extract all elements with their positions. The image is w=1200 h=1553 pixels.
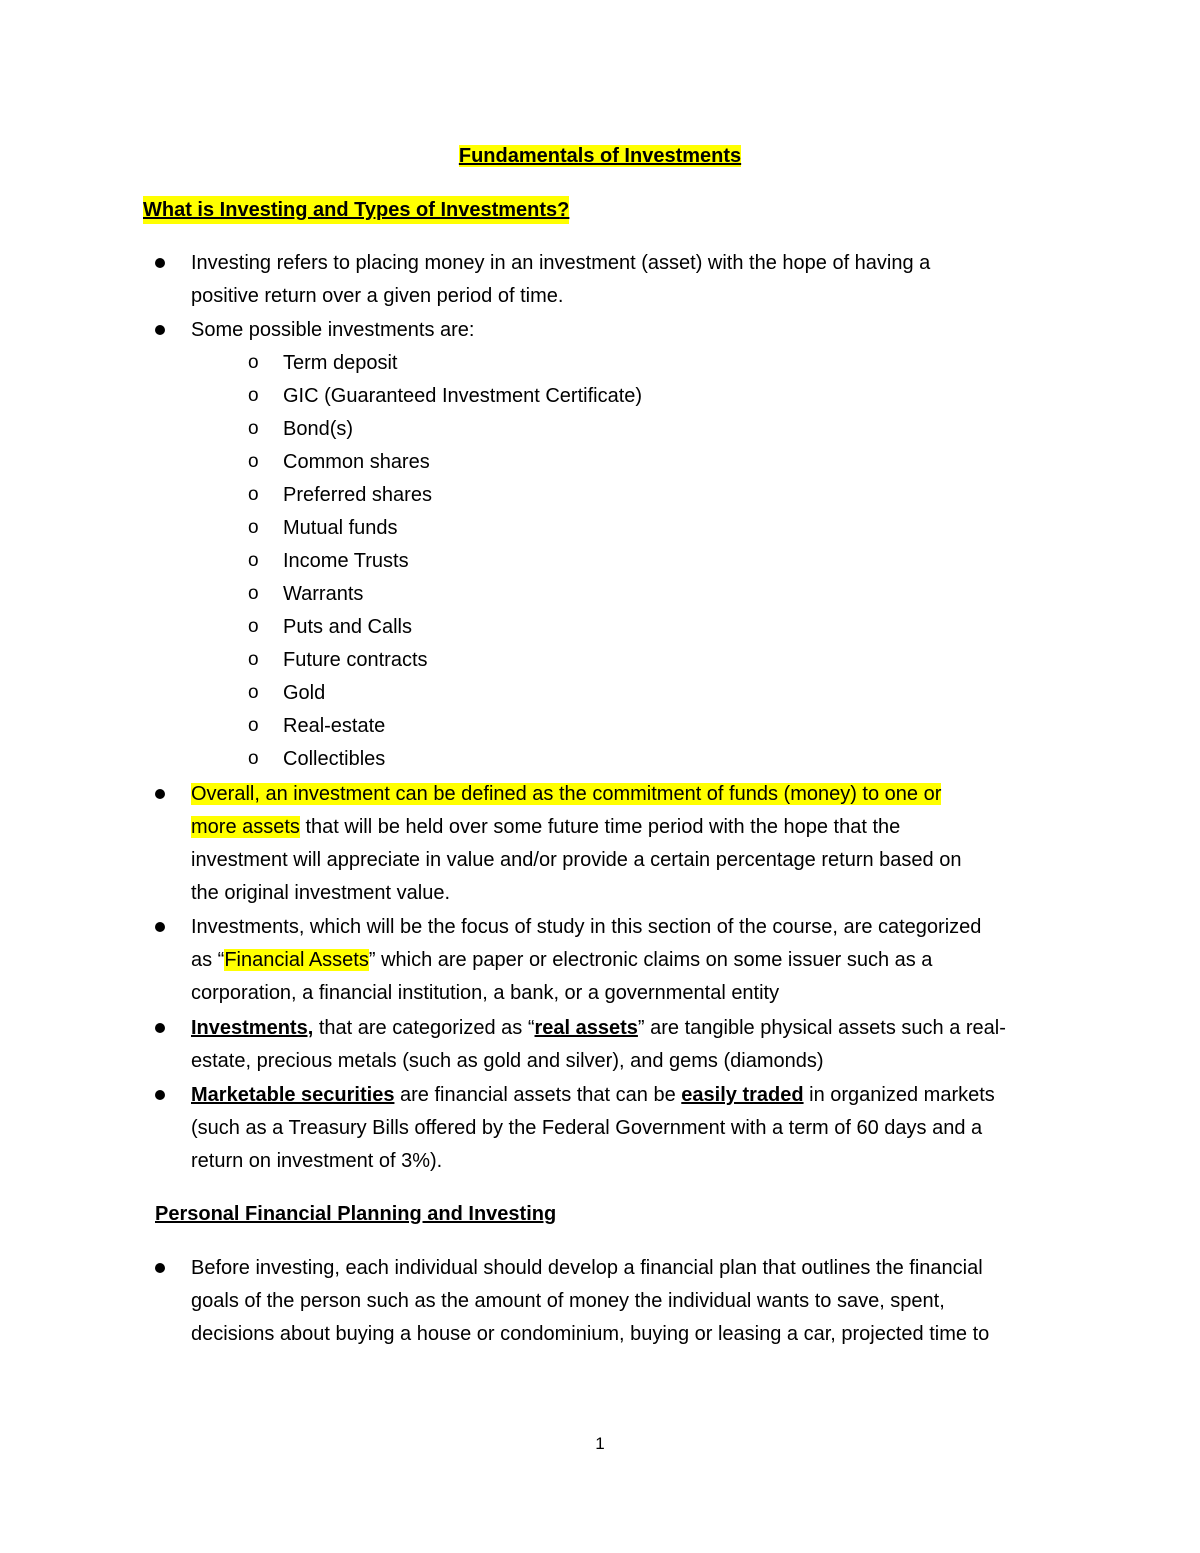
sub-bullet-marker: o xyxy=(248,616,259,637)
bullet-marker xyxy=(155,1023,165,1033)
list-item: Warrants xyxy=(283,583,364,605)
bullet-marker xyxy=(155,789,165,799)
bold-underlined-text: real assets xyxy=(534,1017,638,1039)
list-item: Income Trusts xyxy=(283,550,409,572)
paragraph-line: Before investing, each individual should develop a financial plan that outlines the financial xyxy=(191,1257,983,1279)
bold-underlined-text: Investments, xyxy=(191,1017,314,1039)
paragraph-line: Investments, which will be the focus of study in this section of the course, are categorized xyxy=(191,916,982,938)
text-span: that are categorized as “ xyxy=(313,1017,535,1039)
text-span: ” are tangible physical assets such a real- xyxy=(637,1017,1006,1039)
text-span: as “ xyxy=(191,949,225,971)
list-item: Term deposit xyxy=(283,352,398,374)
sub-bullet-marker: o xyxy=(248,583,259,604)
highlighted-text: Financial Assets xyxy=(224,949,369,971)
text-span: ” which are paper or electronic claims on some issuer such as a xyxy=(368,949,933,971)
paragraph-line xyxy=(191,1081,995,1109)
list-item: Real-estate xyxy=(283,715,386,737)
list-item: Puts and Calls xyxy=(283,616,412,638)
list-item: Mutual funds xyxy=(283,517,398,539)
page-number: 1 xyxy=(595,1434,605,1453)
sub-bullet-marker: o xyxy=(248,682,259,703)
paragraph-line: goals of the person such as the amount of money the individual wants to save, spent, xyxy=(191,1290,945,1312)
sub-bullet-marker: o xyxy=(248,748,259,769)
highlighted-text: more assets xyxy=(191,816,300,838)
paragraph-line: investment will appreciate in value and/or provide a certain percentage return based on xyxy=(191,849,962,871)
paragraph-line: (such as a Treasury Bills offered by the Federal Government with a term of 60 days and a xyxy=(191,1117,983,1139)
list-item: Future contracts xyxy=(283,649,428,671)
bullet-marker xyxy=(155,258,165,268)
paragraph-line xyxy=(191,1014,1006,1042)
list-item: Gold xyxy=(283,682,326,704)
list-item: Common shares xyxy=(283,451,430,473)
paragraph-line: the original investment value. xyxy=(191,882,451,904)
paragraph-line: decisions about buying a house or condominium, buying or leasing a car, projected time to xyxy=(191,1323,990,1345)
document-title-text: Fundamentals of Investments xyxy=(458,145,742,167)
paragraph-line xyxy=(191,780,941,808)
paragraph-line: return on investment of 3%). xyxy=(191,1150,443,1172)
text-span: that will be held over some future time period with the hope that the xyxy=(299,816,901,838)
paragraph-line xyxy=(191,946,932,974)
sub-bullet-marker: o xyxy=(248,484,259,505)
sub-bullet-marker: o xyxy=(248,517,259,538)
bold-underlined-text: Marketable securities xyxy=(191,1084,395,1106)
bullet-marker xyxy=(155,922,165,932)
bold-underlined-text: easily traded xyxy=(681,1084,804,1106)
sub-bullet-marker: o xyxy=(248,715,259,736)
section-heading-types-of-investments: What is Investing and Types of Investments? xyxy=(143,196,569,224)
paragraph-line: estate, precious metals (such as gold and silver), and gems (diamonds) xyxy=(191,1050,824,1072)
bullet-marker xyxy=(155,1263,165,1273)
paragraph-line xyxy=(191,813,900,841)
paragraph-line: Some possible investments are: xyxy=(191,319,475,341)
text-span: in organized markets xyxy=(803,1084,995,1106)
list-item: Bond(s) xyxy=(283,418,354,440)
sub-bullet-marker: o xyxy=(248,451,259,472)
list-item: Preferred shares xyxy=(283,484,432,506)
sub-bullet-marker: o xyxy=(248,649,259,670)
sub-bullet-marker: o xyxy=(248,418,259,439)
sub-bullet-marker: o xyxy=(248,385,259,406)
paragraph-line: Investing refers to placing money in an investment (asset) with the hope of having a xyxy=(191,252,931,274)
list-item: Collectibles xyxy=(283,748,386,770)
list-item: GIC (Guaranteed Investment Certificate) xyxy=(283,385,643,407)
sub-bullet-marker: o xyxy=(248,550,259,571)
section-heading-financial-planning: Personal Financial Planning and Investing xyxy=(155,1203,557,1225)
sub-bullet-marker: o xyxy=(248,352,259,373)
bullet-marker xyxy=(155,1090,165,1100)
text-span: are financial assets that can be xyxy=(394,1084,682,1106)
bullet-marker xyxy=(155,325,165,335)
highlighted-text: Overall, an investment can be defined as the commitment of funds (money) to one or xyxy=(191,783,942,805)
paragraph-line: corporation, a financial institution, a bank, or a governmental entity xyxy=(191,982,780,1004)
paragraph-line: positive return over a given period of time. xyxy=(191,285,564,307)
document-title xyxy=(0,142,1200,170)
